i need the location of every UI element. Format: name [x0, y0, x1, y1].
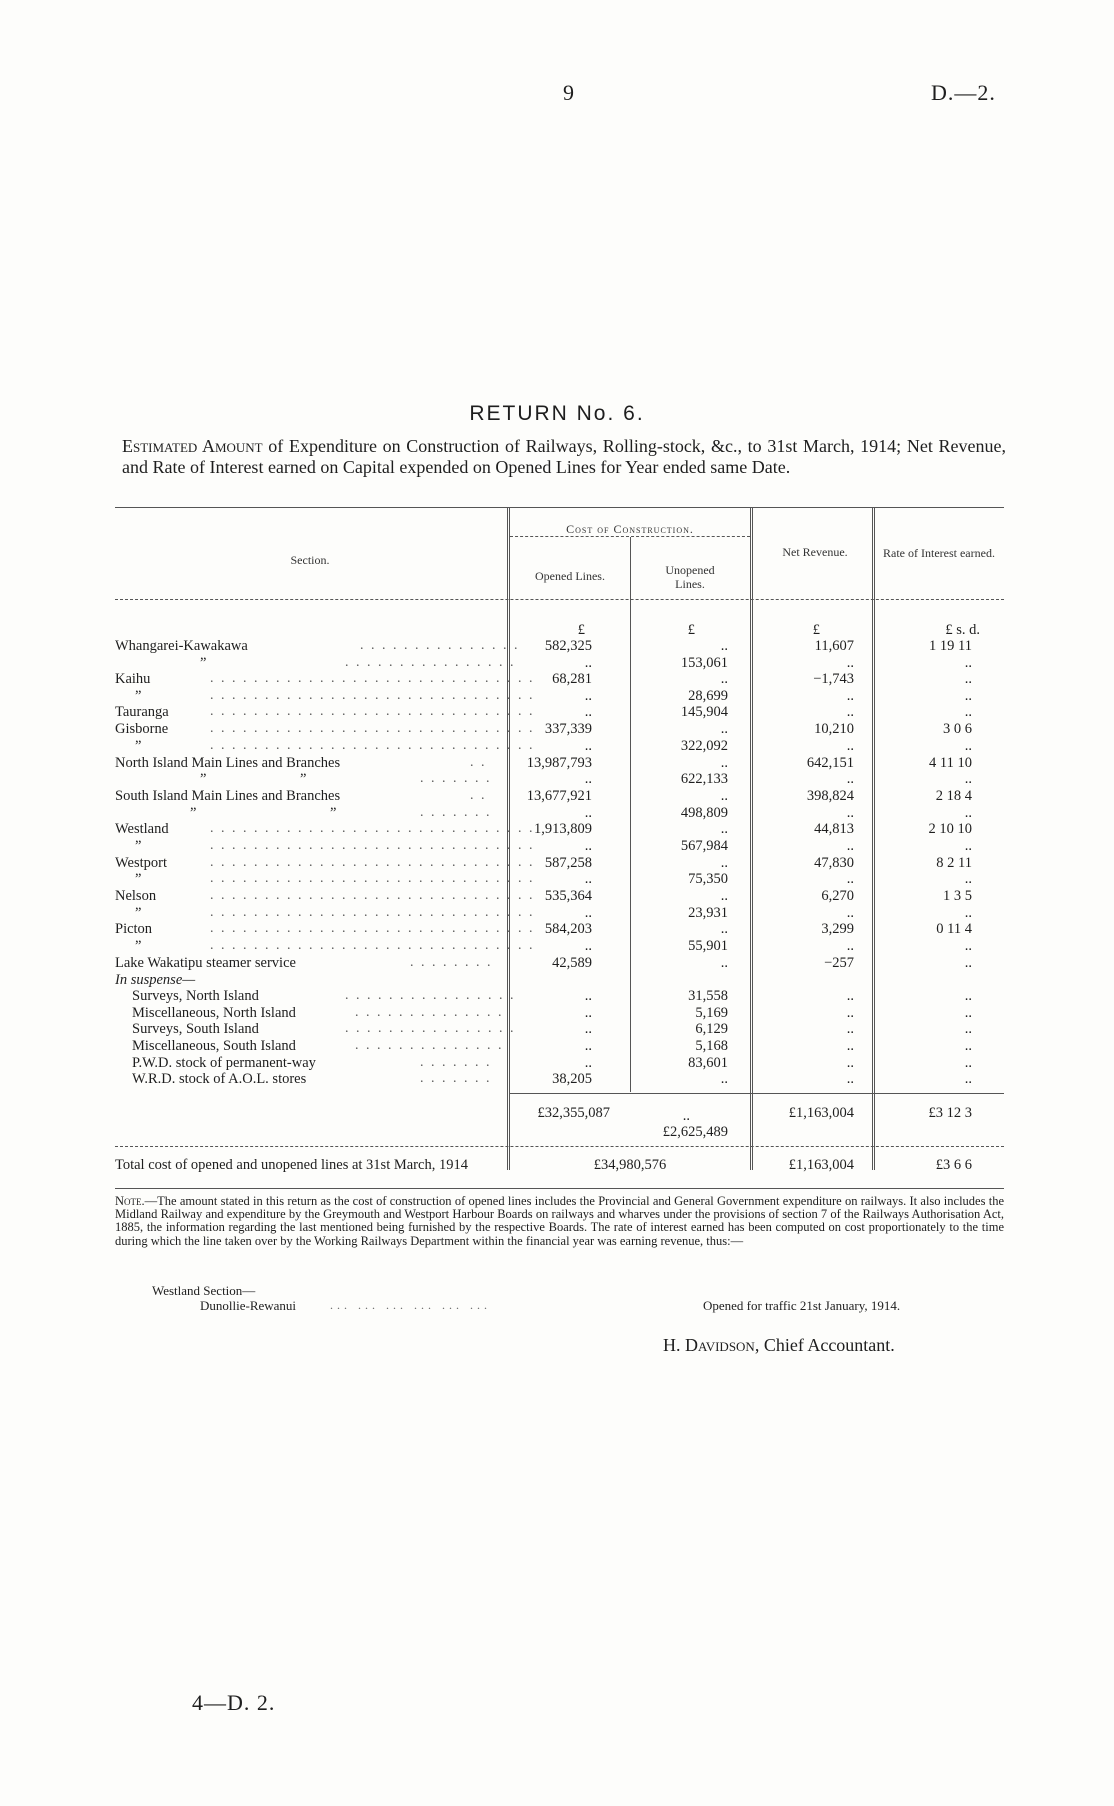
dot-leader: . . . . . . . . . . . . . . .: [360, 638, 520, 653]
cell-rate: 0 11 4: [936, 921, 972, 937]
return-title: RETURN No. 6.: [469, 402, 645, 425]
dot-leader: . .: [470, 788, 487, 803]
row-label: Nelson: [115, 888, 157, 904]
cell-net: ..: [846, 938, 854, 954]
dot-leader: . .: [470, 755, 487, 770]
cell-net: ..: [846, 704, 854, 720]
cell-rate: ..: [964, 938, 972, 954]
cell-opened: 587,258: [544, 855, 592, 871]
cell-net: −1,743: [813, 671, 854, 687]
row-label: South Island Main Lines and Branches: [115, 788, 341, 804]
dot-leader: . . . . . . . . . . . . . .: [355, 1038, 504, 1053]
row-label: ”: [135, 688, 142, 704]
cell-rate: ..: [964, 838, 972, 854]
row-label: W.R.D. stock of A.O.L. stores: [132, 1071, 307, 1087]
dot-leader: . . . . . . .: [420, 771, 492, 786]
cell-rate: ..: [964, 688, 972, 704]
dot-leader: . . . . . . . . . . . . . . . . . . . . . . . . . . . . . .: [210, 688, 535, 703]
cell-unopened: ..: [720, 721, 728, 737]
subtotal-rate: £3 12 3: [928, 1105, 972, 1121]
return-subtitle: [122, 436, 1006, 478]
suspense-heading: In suspense—: [115, 972, 196, 988]
row-label: Whangarei-Kawakawa: [115, 638, 248, 654]
cell-unopened: 567,984: [680, 838, 728, 854]
cell-net: −257: [824, 955, 854, 971]
table-bottom-rule: [115, 1188, 1004, 1189]
dot-leader: . . . . . . . . . . . . . . . .: [345, 655, 516, 670]
cell-opened: ..: [584, 1021, 592, 1037]
cell-unopened: ..: [720, 1071, 728, 1087]
cell-opened: 1,913,809: [534, 821, 592, 837]
row-label: Miscellaneous, North Island: [132, 1005, 296, 1021]
cell-rate: 3 0 6: [943, 721, 972, 737]
cell-net: 398,824: [806, 788, 854, 804]
dot-leader: . . . . . . . . . . . . . . . . . . . . . . . . . . . . . .: [210, 721, 535, 736]
row-label: Gisborne: [115, 721, 169, 737]
cell-opened: 42,589: [552, 955, 592, 971]
cell-opened: ..: [584, 1005, 592, 1021]
cell-rate: ..: [964, 1005, 972, 1021]
cell-rate: ..: [964, 671, 972, 687]
cell-rate: ..: [964, 1055, 972, 1071]
cell-rate: 1 3 5: [943, 888, 972, 904]
unit-unopened: £: [687, 622, 695, 638]
cell-net: ..: [846, 771, 854, 787]
grand-total-rule: [115, 1146, 1004, 1147]
cell-net: ..: [846, 905, 854, 921]
cell-net: 3,299: [821, 921, 854, 937]
cell-opened: ..: [584, 988, 592, 1004]
header-bottom-rule: [115, 599, 1004, 600]
cell-rate: ..: [964, 771, 972, 787]
cell-net: ..: [846, 1038, 854, 1054]
cell-net: ..: [846, 805, 854, 821]
cell-opened: ..: [584, 838, 592, 854]
row-label: ” ”: [190, 805, 337, 821]
cell-opened: ..: [584, 704, 592, 720]
cell-rate: ..: [964, 1038, 972, 1054]
cell-unopened: 23,931: [688, 905, 728, 921]
footer-reference: 4—D. 2.: [192, 1690, 276, 1715]
dot-leader: ... ... ... ... ... ...: [330, 1298, 491, 1312]
cell-net: ..: [846, 655, 854, 671]
cell-net: 44,813: [814, 821, 854, 837]
cell-rate: ..: [964, 988, 972, 1004]
cell-rate: ..: [964, 1021, 972, 1037]
dot-leader: . . . . . . . . . . . . . . . . . . . . . . . . . . . . . .: [210, 855, 535, 870]
westland-item: Dunollie-Rewanui: [200, 1298, 297, 1313]
row-label: Miscellaneous, South Island: [132, 1038, 296, 1054]
col-unopened-header: Unopened Lines.: [665, 563, 715, 591]
cell-opened: ..: [584, 655, 592, 671]
cell-rate: ..: [964, 905, 972, 921]
row-label: ”: [135, 938, 142, 954]
row-label: Lake Wakatipu steamer service: [115, 955, 296, 971]
cell-unopened: ..: [720, 855, 728, 871]
westland-status: Opened for traffic 21st January, 1914.: [703, 1298, 901, 1313]
document-reference: D.—2.: [931, 80, 996, 105]
cell-rate: 2 18 4: [935, 788, 972, 804]
grand-total-rate: £3 6 6: [935, 1157, 972, 1173]
subtotal-net: £1,163,004: [788, 1105, 854, 1121]
cell-unopened: ..: [720, 755, 728, 771]
cell-unopened: 498,809: [680, 805, 728, 821]
cell-opened: ..: [584, 771, 592, 787]
page-number: 9: [563, 80, 574, 105]
dot-leader: . . . . . . . . . . . . . . . . . . . . . . . . . . . . . .: [210, 871, 535, 886]
cell-opened: 68,281: [552, 671, 592, 687]
cell-unopened: 83,601: [688, 1055, 728, 1071]
cell-opened: ..: [584, 871, 592, 887]
row-label: Surveys, South Island: [132, 1021, 259, 1037]
row-label: Westport: [115, 855, 167, 871]
cell-unopened: ..: [720, 788, 728, 804]
cell-net: ..: [846, 838, 854, 854]
cell-opened: 582,325: [544, 638, 592, 654]
cell-opened: 584,203: [544, 921, 592, 937]
cell-opened: ..: [584, 805, 592, 821]
cell-opened: ..: [584, 1038, 592, 1054]
subtotal-unopened-dots: ..: [682, 1108, 690, 1124]
col-net-revenue-header: Net Revenue.: [782, 545, 848, 559]
grand-total-label: Total cost of opened and unopened lines at 31st March, 1914: [115, 1157, 468, 1173]
cell-unopened: 153,061: [680, 655, 728, 671]
cell-rate: 8 2 11: [936, 855, 972, 871]
cell-rate: 1 19 11: [929, 638, 972, 654]
note-lead: Note.: [115, 1194, 145, 1208]
row-label: North Island Main Lines and Branches: [115, 755, 341, 771]
subtitle-text: of Expenditure on Construction of Railways, Rolling-stock, &c., to 31st March, 1914; Net Revenue, and Rate of Interest earned on Capital expended on Opened Lines for Year ended same Date.: [122, 436, 1006, 477]
subtitle-lead: Estimated Amount: [122, 436, 263, 456]
dot-leader: . . . . . . . . . . . . . . . . . . . . . . . . . . . . . .: [210, 938, 535, 953]
cell-net: ..: [846, 738, 854, 754]
cell-net: 642,151: [806, 755, 854, 771]
row-label: ”: [135, 838, 142, 854]
cell-unopened: ..: [720, 821, 728, 837]
row-label: P.W.D. stock of permanent-way: [132, 1055, 316, 1071]
cell-unopened: ..: [720, 921, 728, 937]
cell-rate: 4 11 10: [929, 755, 972, 771]
cell-opened: ..: [584, 738, 592, 754]
cell-rate: 2 10 10: [928, 821, 972, 837]
row-label: ”: [200, 655, 207, 671]
cell-unopened: ..: [720, 888, 728, 904]
cell-unopened: 322,092: [680, 738, 728, 754]
cell-rate: ..: [964, 955, 972, 971]
subtotal-rule: [510, 1093, 1004, 1094]
unit-rate: £ s. d.: [945, 622, 980, 638]
dot-leader: . . . . . . . . . . . . . . . . . . . . . . . . . . . . . .: [210, 905, 535, 920]
note-paragraph: [115, 1195, 1004, 1248]
dot-leader: . . . . . . .: [420, 1055, 492, 1070]
subtotal-opened: £32,355,087: [537, 1105, 610, 1121]
dot-leader: . . . . . . . . . . . . . . . .: [345, 1021, 516, 1036]
cell-opened: ..: [584, 905, 592, 921]
row-label: ” ”: [200, 771, 307, 787]
subtotal-unopened: £2,625,489: [662, 1124, 728, 1140]
signature: [663, 1335, 895, 1356]
col-divider-rate: [872, 508, 875, 1170]
cell-rate: ..: [964, 805, 972, 821]
note-text: —The amount stated in this return as the cost of construction of opened lines includes the Provincial and General Government expenditure on railways. It also includes the Midland Railway and expenditure by the Greymouth and Westport Harbour Boards on railways and wharves under the provisions of section 7 of the Railways Authorisation Act, 1885, the information regarding the last mentioned being furnished by the respective Boards. The rate of interest earned has been computed on cost proportionately to the time during which the line taken over by the Working Railways Department within the financial year was earning revenue, thus:—: [115, 1194, 1004, 1248]
cell-unopened: 75,350: [688, 871, 728, 887]
grand-total-cost: £34,980,576: [593, 1157, 667, 1173]
dot-leader: . . . . . . . . . . . . . . . . . . . . . . . . . . . . . .: [210, 888, 535, 903]
cell-unopened: ..: [720, 671, 728, 687]
row-label: Kaihu: [115, 671, 151, 687]
cell-net: ..: [846, 688, 854, 704]
row-label: Picton: [115, 921, 153, 937]
cell-opened: ..: [584, 938, 592, 954]
westland-heading: Westland Section—: [152, 1283, 256, 1298]
dot-leader: . . . . . . . . . . . . . . . . . . . . . . . . . . . . . .: [210, 821, 535, 836]
cell-rate: ..: [964, 871, 972, 887]
cell-rate: ..: [964, 738, 972, 754]
cell-net: ..: [846, 871, 854, 887]
row-label: Tauranga: [115, 704, 169, 720]
dot-leader: . . . . . . . . . . . . . . . . . . . . . . . . . . . . . .: [210, 738, 535, 753]
dot-leader: . . . . . . . . . . . . . .: [355, 1005, 504, 1020]
col-rate-header: Rate of Interest earned.: [883, 546, 995, 560]
col-opened-header: Opened Lines.: [535, 569, 605, 583]
cell-rate: ..: [964, 655, 972, 671]
cell-opened: 13,987,793: [526, 755, 592, 771]
cell-net: ..: [846, 1021, 854, 1037]
dot-leader: . . . . . . .: [420, 1071, 492, 1086]
cell-net: ..: [846, 1055, 854, 1071]
dot-leader: . . . . . . . . . . . . . . . . . . . . . . . . . . . . . .: [210, 671, 535, 686]
signature-title: , Chief Accountant.: [754, 1335, 895, 1355]
cell-net: 47,830: [814, 855, 854, 871]
cell-unopened: 28,699: [688, 688, 728, 704]
col-section-header: Section.: [290, 553, 330, 567]
dot-leader: . . . . . . . . . . . . . . . . . . . . . . . . . . . . . .: [210, 704, 535, 719]
cell-net: 11,607: [814, 638, 854, 654]
cell-opened: ..: [584, 688, 592, 704]
dot-leader: . . . . . . .: [420, 805, 492, 820]
cell-opened: 337,339: [544, 721, 592, 737]
cell-net: ..: [846, 1005, 854, 1021]
cell-opened: ..: [584, 1055, 592, 1071]
row-label: ”: [135, 905, 142, 921]
table-top-rule: [115, 507, 1004, 508]
dot-leader: . . . . . . . . . . . . . . . .: [345, 988, 516, 1003]
cell-unopened: 145,904: [680, 704, 728, 720]
row-label: Surveys, North Island: [132, 988, 259, 1004]
cell-unopened: 5,168: [695, 1038, 728, 1054]
cell-rate: ..: [964, 1071, 972, 1087]
signature-name: H. Davidson: [663, 1335, 755, 1355]
grand-total-net: £1,163,004: [788, 1157, 854, 1173]
cell-opened: 13,677,921: [526, 788, 592, 804]
unit-opened: £: [577, 622, 585, 638]
dot-leader: . . . . . . . . . . . . . . . . . . . . . . . . . . . . . .: [210, 838, 535, 853]
col-cost-group-header: Cost of Construction.: [566, 522, 694, 536]
cell-net: ..: [846, 988, 854, 1004]
cell-unopened: ..: [720, 955, 728, 971]
cell-net: ..: [846, 1071, 854, 1087]
cell-unopened: 55,901: [688, 938, 728, 954]
cell-net: 10,210: [814, 721, 854, 737]
cell-unopened: ..: [720, 638, 728, 654]
cell-opened: 38,205: [552, 1071, 592, 1087]
cell-unopened: 31,558: [688, 988, 728, 1004]
unit-net: £: [812, 622, 820, 638]
cell-unopened: 6,129: [695, 1021, 728, 1037]
cell-unopened: 5,169: [695, 1005, 728, 1021]
row-label: ”: [135, 738, 142, 754]
cell-opened: 535,364: [544, 888, 592, 904]
row-label: ”: [135, 871, 142, 887]
cell-rate: ..: [964, 704, 972, 720]
dot-leader: . . . . . . . .: [410, 955, 493, 970]
cell-unopened: 622,133: [680, 771, 728, 787]
cell-net: 6,270: [821, 888, 854, 904]
row-label: Westland: [115, 821, 169, 837]
dot-leader: . . . . . . . . . . . . . . . . . . . . . . . . . . . . . .: [210, 921, 535, 936]
